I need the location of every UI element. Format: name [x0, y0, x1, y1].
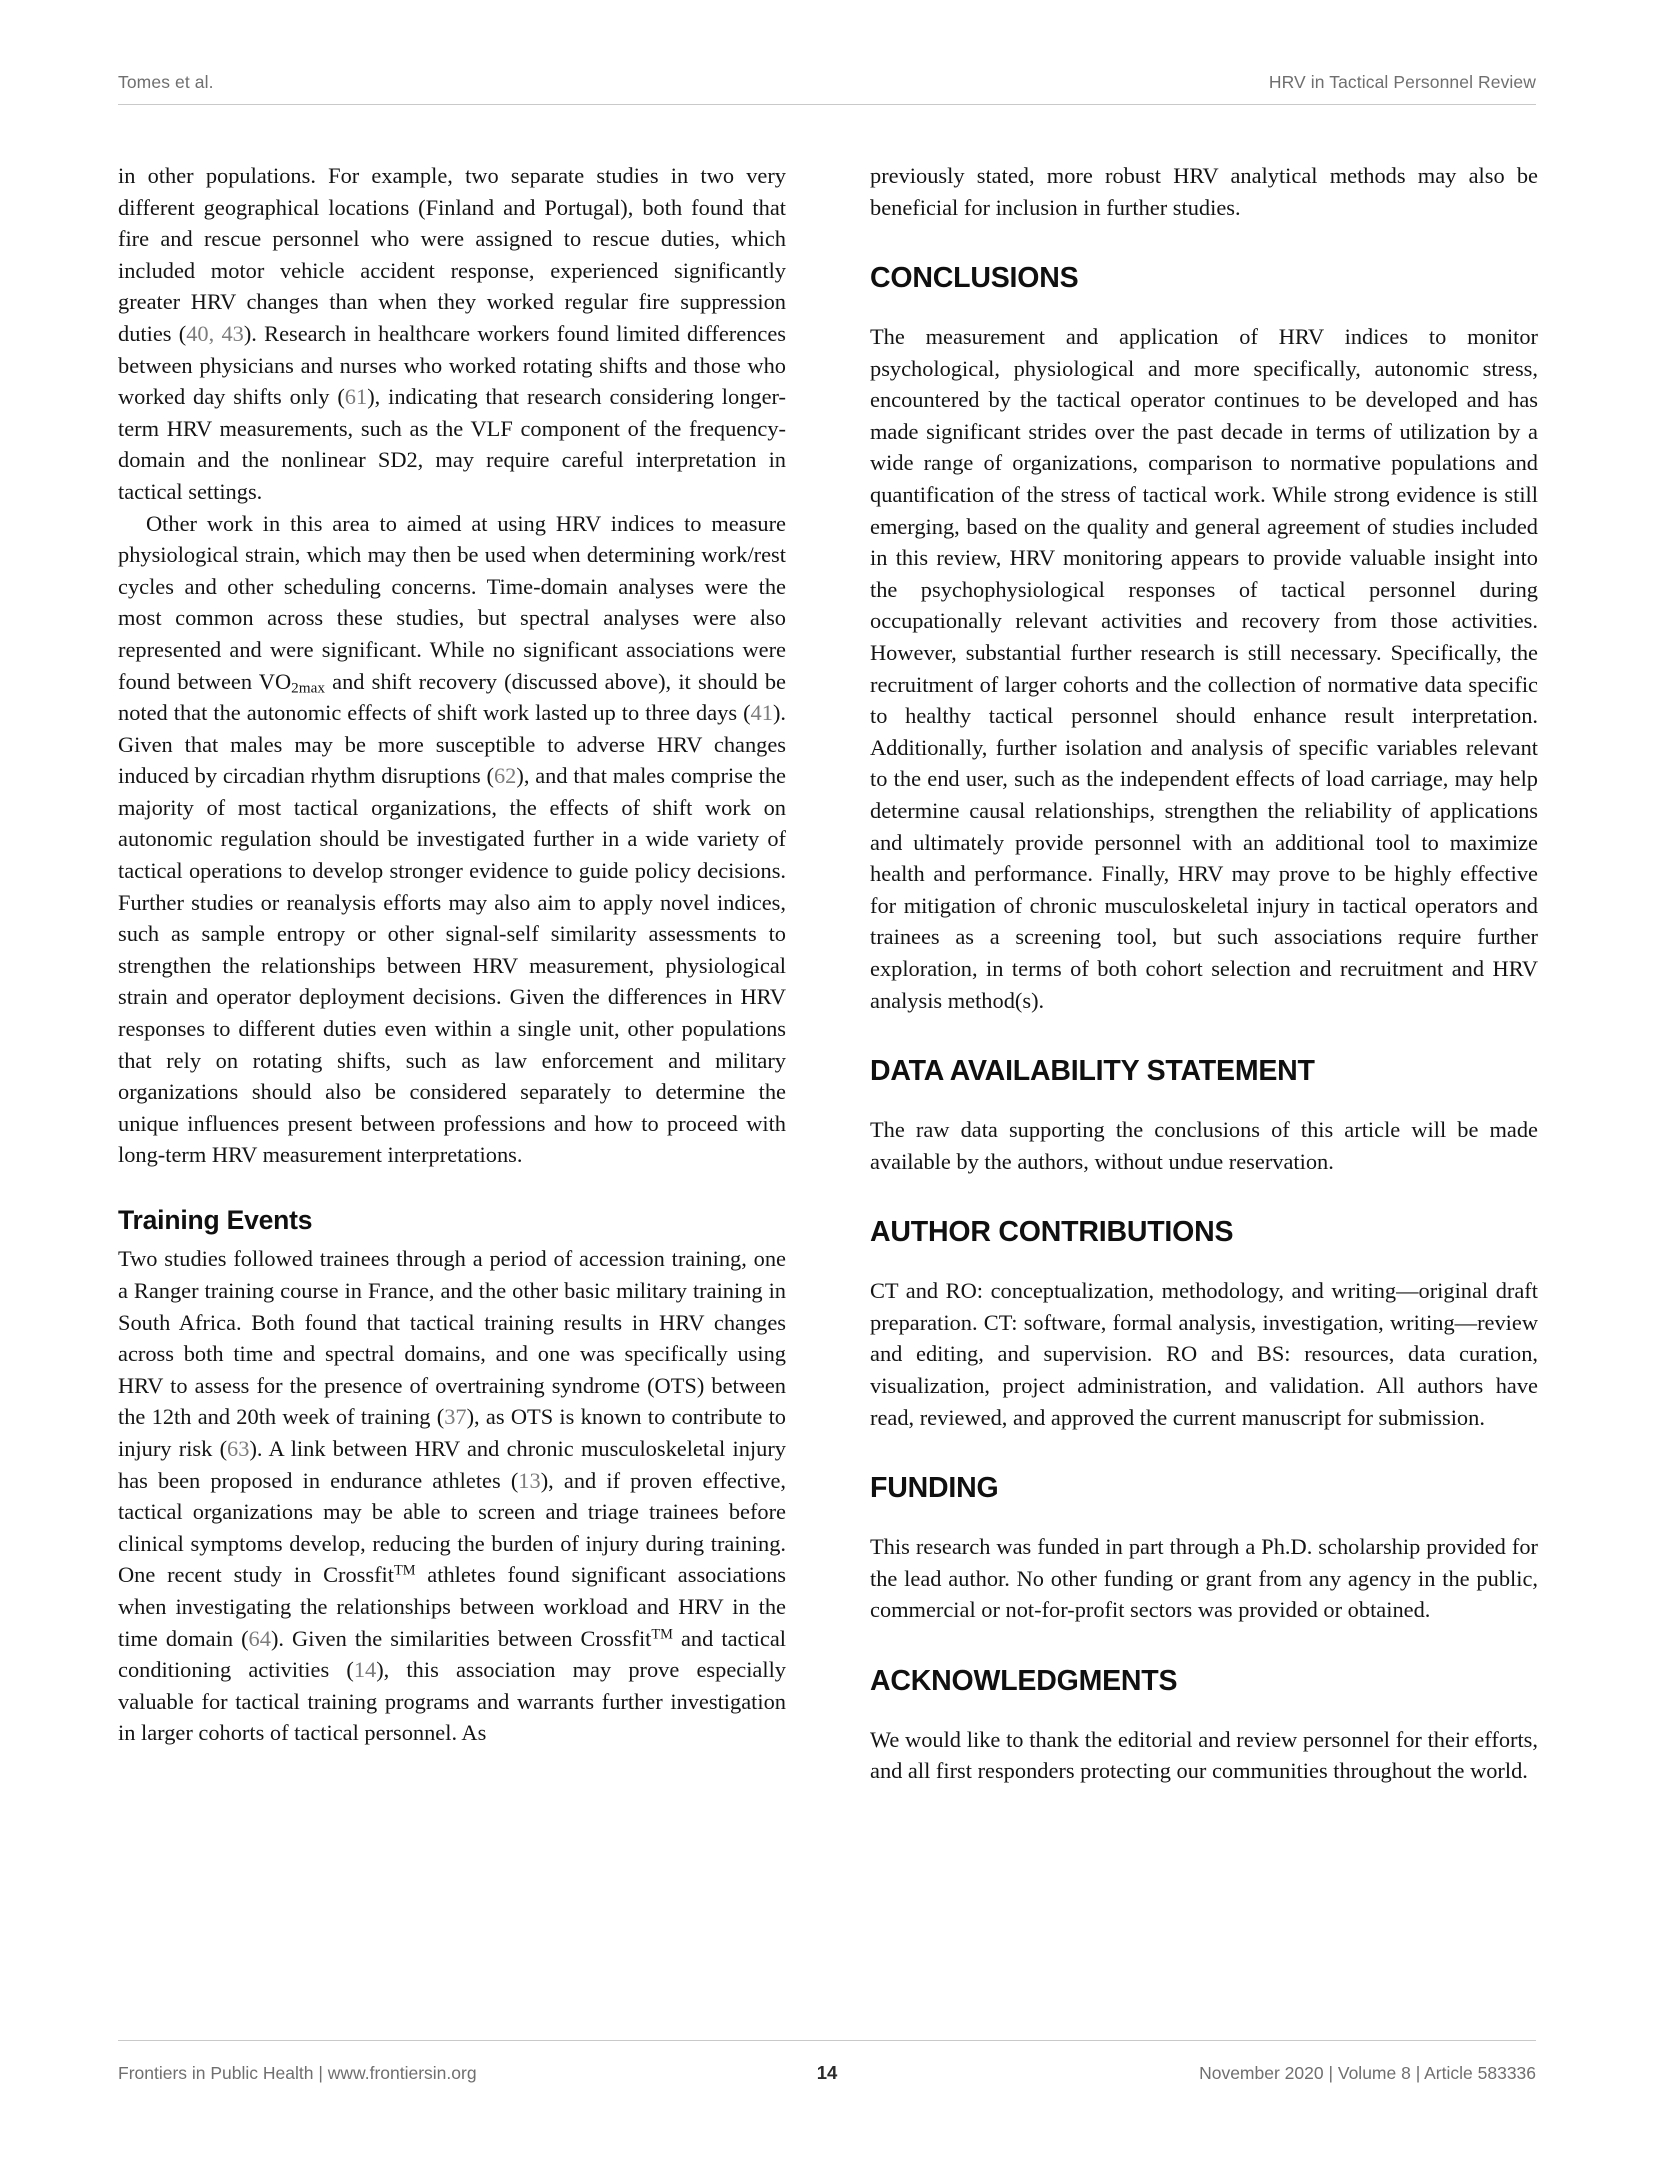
text-run: ). Given that males may be more susceptible to adverse HRV changes induced by circadian rhythm disruptions ( [118, 700, 786, 789]
text-run: ). Research in healthcare workers found limited differences between physicians and nurses who worked rotating shifts and those who worked day shifts only ( [118, 320, 786, 410]
paragraph-acknowledgments: We would like to thank the editorial and review personnel for their efforts, and all first responders protecting our communities throughout the world. [870, 1726, 1538, 1784]
paragraph-other-work [118, 508, 786, 1171]
paragraph-data-availability: The raw data supporting the conclusions of this article will be made available by the authors, without undue reservation. [870, 1117, 1538, 1174]
running-head-authors: Tomes et al. [118, 72, 214, 92]
trademark-superscript: TM [394, 1562, 416, 1579]
two-column-body [118, 160, 1538, 1990]
text-run: ), and if proven effective, tactical organizations may be able to screen and triage trainees before clinical symptoms develop, reducing the burden of injury during training. One recent study in Crossfit [118, 1467, 786, 1588]
footer-page-number: 14 [816, 2062, 838, 2083]
citation-link-14[interactable]: 14 [353, 1657, 377, 1683]
paragraph-continuation: previously stated, more robust HRV analytical methods may also be beneficial for inclusion in further studies. [870, 163, 1538, 220]
trademark-superscript: TM [651, 1626, 673, 1643]
footer-issue: November 2020 | Volume 8 | Article 583336 [1199, 2063, 1537, 2083]
paragraph-other-populations [118, 160, 786, 508]
heading-author-contributions: AUTHOR CONTRIBUTIONS [870, 1216, 1234, 1249]
citation-link-41[interactable]: 41 [750, 700, 773, 726]
left-column [118, 160, 786, 1990]
text-run: ), this association may prove especially valuable for tactical training programs and warrants further investigation in larger cohorts of tactical personnel. As [118, 1657, 786, 1746]
heading-funding: FUNDING [870, 1472, 999, 1505]
text-run: Other work in this area to aimed at using HRV indices to measure physiological strain, which may then be used when determining work/rest cycles and other scheduling concerns. Time-domain analyses were the most common across these studies, but spectral analyses were also represented and were significant. While no significant associations were found between VO [118, 510, 786, 694]
citation-link-63[interactable]: 63 [227, 1436, 250, 1462]
citation-separator: , [208, 320, 222, 346]
paragraph-funding: This research was funded in part through a Ph.D. scholarship provided for the lead author. No other funding or grant from any agency in the public, commercial or not-for-profit sectors was provided or obtained. [870, 1534, 1538, 1623]
citation-link-40[interactable]: 40 [186, 320, 209, 346]
running-head-title: HRV in Tactical Personnel Review [1268, 72, 1536, 92]
right-column [870, 160, 1538, 1990]
text-run: and tactical conditioning activities ( [118, 1625, 786, 1683]
citation-link-61[interactable]: 61 [344, 384, 368, 410]
text-run: and shift recovery (discussed above), it should be noted that the autonomic effects of shift work lasted up to three days ( [118, 668, 786, 726]
text-run: athletes found significant associations when investigating the relationships between workload and HRV in the time domain ( [118, 1562, 786, 1651]
heading-training-events: Training Events [118, 1205, 313, 1235]
footer-journal[interactable]: Frontiers in Public Health | www.frontiersin.org [118, 2063, 477, 2083]
citation-link-13[interactable]: 13 [518, 1467, 541, 1493]
paragraph-training-events [118, 1243, 786, 1749]
heading-data-availability-statement: DATA AVAILABILITY STATEMENT [870, 1055, 1315, 1088]
text-run: ). A link between HRV and chronic musculoskeletal injury has been proposed in endurance athletes ( [118, 1436, 786, 1493]
heading-acknowledgments: ACKNOWLEDGMENTS [870, 1664, 1178, 1697]
citation-link-43[interactable]: 43 [221, 320, 244, 346]
citation-link-64[interactable]: 64 [248, 1625, 271, 1651]
header-divider [118, 104, 1536, 105]
running-head [118, 72, 1536, 93]
text-run: ). Given the similarities between Crossfit [270, 1625, 652, 1651]
paragraph-conclusions: The measurement and application of HRV indices to monitor psychological, physiological and more specifically, autonomic stress, encountered by the tactical operator continues to be developed and has made significant strides over the past decade in terms of utilization by a wide range of organizations, comparison to normative populations and quantification of the stress of tactical work. While strong evidence is still emerging, based on the quality and general agreement of studies included in this review, HRV monitoring appears to provide valuable insight into the psychophysiological responses of tactical personnel during occupationally relevant activities and recovery from those activities. However, substantial further research is still necessary. Specifically, the recruitment of larger cohorts and the collection of normative data specific to healthy tactical personnel should enhance result interpretation. Additionally, further isolation and analysis of specific variables relevant to the end user, such as the independent effects of load carriage, may help determine causal relationships, strengthen the reliability of applications and ultimately provide personnel with an additional tool to maximize health and performance. Finally, HRV may prove to be highly effective for mitigation of chronic musculoskeletal injury in tactical operators and trainees as a screening tool, but such associations require further exploration, in terms of both cohort selection and recruitment and HRV analysis method(s). [870, 324, 1538, 1013]
text-run: ), as OTS is known to contribute to injury risk ( [118, 1404, 786, 1462]
text-run: ), and that males comprise the majority of most tactical organizations, the effects of shift work on autonomic regulation should be investigated further in a wide variety of tactical operations to develop stronger evidence to guide policy decisions. Further studies or reanalysis efforts may also aim to apply novel indices, such as sample entropy or other signal-self similarity assessments to strengthen the relationships between HRV measurement, physiological strain and operator deployment decisions. Given the differences in HRV responses to different duties even within a single unit, other populations that rely on rotating shifts, such as law enforcement and military organizations should also be considered separately to determine the unique influences present between professions and how to proceed with long-term HRV measurement interpretations. [118, 763, 786, 1168]
text-run: Two studies followed trainees through a period of accession training, one a Ranger training course in France, and the other basic military training in South Africa. Both found that tactical training results in HRV changes across both time and spectral domains, and one was specifically using HRV to assess for the presence of overtraining syndrome (OTS) between the 12th and 20th week of training ( [118, 1246, 786, 1430]
paragraph-author-contributions: CT and RO: conceptualization, methodology, and writing—original draft preparation. CT: software, formal analysis, investigation, writing—review and editing, and supervision. RO and BS: resources, data curation, visualization, project administration, and validation. All authors have read, reviewed, and approved the current manuscript for submission. [870, 1278, 1538, 1430]
citation-link-37[interactable]: 37 [444, 1404, 467, 1430]
footer-divider [118, 2040, 1536, 2041]
heading-conclusions: CONCLUSIONS [870, 262, 1079, 295]
page-footer [118, 2062, 1536, 2084]
text-run: in other populations. For example, two separate studies in two very different geographical locations (Finland and Portugal), both found that fire and rescue personnel who were assigned to rescue duties, which included motor vehicle accident response, experienced significantly greater HRV changes than when they worked regular fire suppression duties ( [118, 163, 786, 346]
text-run: ), indicating that research considering longer-term HRV measurements, such as the VLF component of the frequency-domain and the nonlinear SD2, may require careful interpretation in tactical settings. [118, 384, 787, 504]
vo2max-subscript: 2max [291, 678, 325, 696]
citation-link-62[interactable]: 62 [493, 763, 517, 789]
